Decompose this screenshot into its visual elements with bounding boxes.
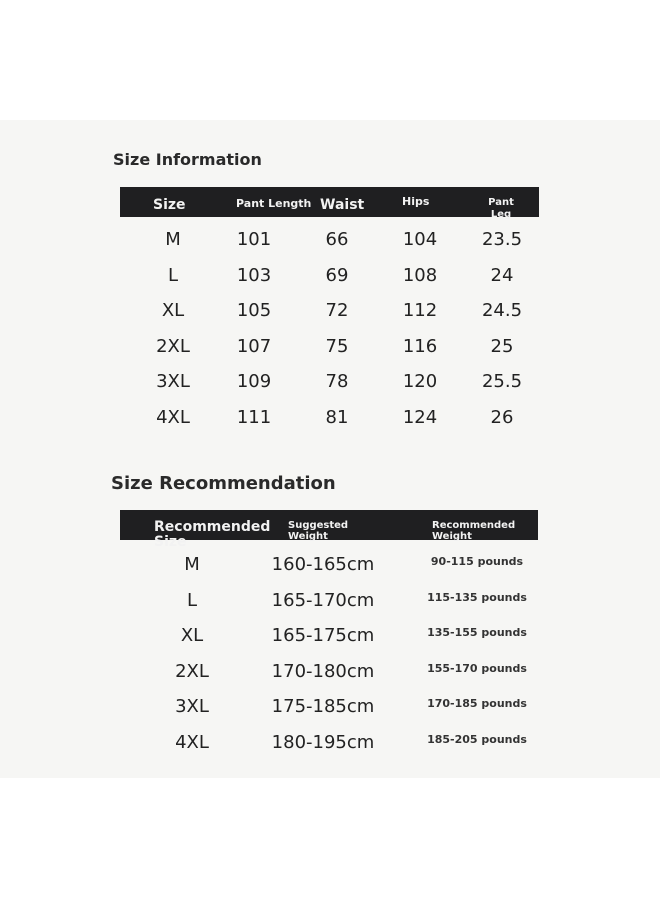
cell-height: 170-180cm — [271, 660, 375, 682]
cell-size: 2XL — [156, 335, 190, 357]
cell-size: XL — [161, 300, 185, 322]
cell-hips: 116 — [402, 335, 438, 357]
cell-size: 3XL — [175, 696, 209, 717]
cell-height: 160-165cm — [271, 554, 375, 575]
header-pant-length: Pant Length — [236, 197, 312, 210]
cell-size: 4XL — [175, 731, 209, 753]
cell-pant-leg: 24.5 — [481, 300, 523, 322]
cell-pant-length: 107 — [236, 335, 272, 357]
cell-weight: 135-155 pounds — [427, 626, 527, 639]
header-recommended-size: Recommended Size — [154, 519, 271, 551]
cell-hips: 120 — [402, 371, 438, 393]
size-information-title: Size Information — [113, 150, 262, 169]
cell-waist: 66 — [325, 229, 349, 250]
cell-pant-length: 105 — [236, 300, 272, 322]
cell-height: 165-170cm — [271, 589, 375, 611]
cell-pant-length: 109 — [236, 371, 272, 393]
cell-waist: 81 — [325, 407, 349, 428]
cell-pant-length: 111 — [236, 407, 272, 428]
header-recommended-weight: Recommended Weight — [432, 520, 516, 542]
header-waist: Waist — [320, 197, 365, 213]
cell-height: 165-175cm — [271, 625, 375, 646]
cell-pant-leg: 23.5 — [481, 229, 523, 250]
cell-size: 4XL — [156, 407, 190, 428]
cell-weight: 185-205 pounds — [427, 732, 527, 746]
cell-waist: 72 — [325, 300, 349, 322]
cell-size: M — [165, 229, 181, 250]
header-suggested-weight: Suggested Weight — [288, 520, 349, 542]
cell-waist: 69 — [325, 264, 349, 286]
size-recommendation-title: Size Recommendation — [111, 473, 336, 494]
header-size: Size — [153, 197, 186, 213]
cell-waist: 78 — [325, 371, 349, 393]
cell-hips: 112 — [402, 300, 438, 322]
cell-hips: 108 — [402, 264, 438, 286]
cell-size: 3XL — [156, 371, 190, 393]
size-recommendation-header — [120, 510, 538, 551]
cell-weight: 155-170 pounds — [427, 661, 527, 675]
cell-size: 2XL — [175, 660, 209, 682]
cell-hips: 124 — [402, 407, 438, 428]
cell-pant-leg: 24 — [490, 264, 514, 286]
cell-height: 175-185cm — [271, 696, 375, 717]
cell-pant-leg: 25 — [490, 335, 514, 357]
cell-pant-leg: 25.5 — [481, 371, 523, 393]
cell-pant-length: 101 — [236, 229, 272, 250]
cell-size: M — [184, 554, 200, 575]
cell-size: L — [186, 589, 198, 611]
cell-height: 180-195cm — [271, 731, 375, 753]
cell-pant-leg: 26 — [490, 407, 514, 428]
cell-weight: 115-135 pounds — [427, 590, 527, 604]
header-hips: Hips — [402, 195, 430, 208]
cell-size: L — [167, 264, 179, 286]
header-pant-leg: Pant Leg — [488, 197, 514, 220]
cell-hips: 104 — [402, 229, 438, 250]
cell-weight: 90-115 pounds — [430, 555, 524, 568]
cell-waist: 75 — [325, 335, 349, 357]
cell-pant-length: 103 — [236, 264, 272, 286]
cell-weight: 170-185 pounds — [427, 697, 527, 710]
cell-size: XL — [180, 625, 204, 646]
size-information-header — [120, 187, 539, 220]
